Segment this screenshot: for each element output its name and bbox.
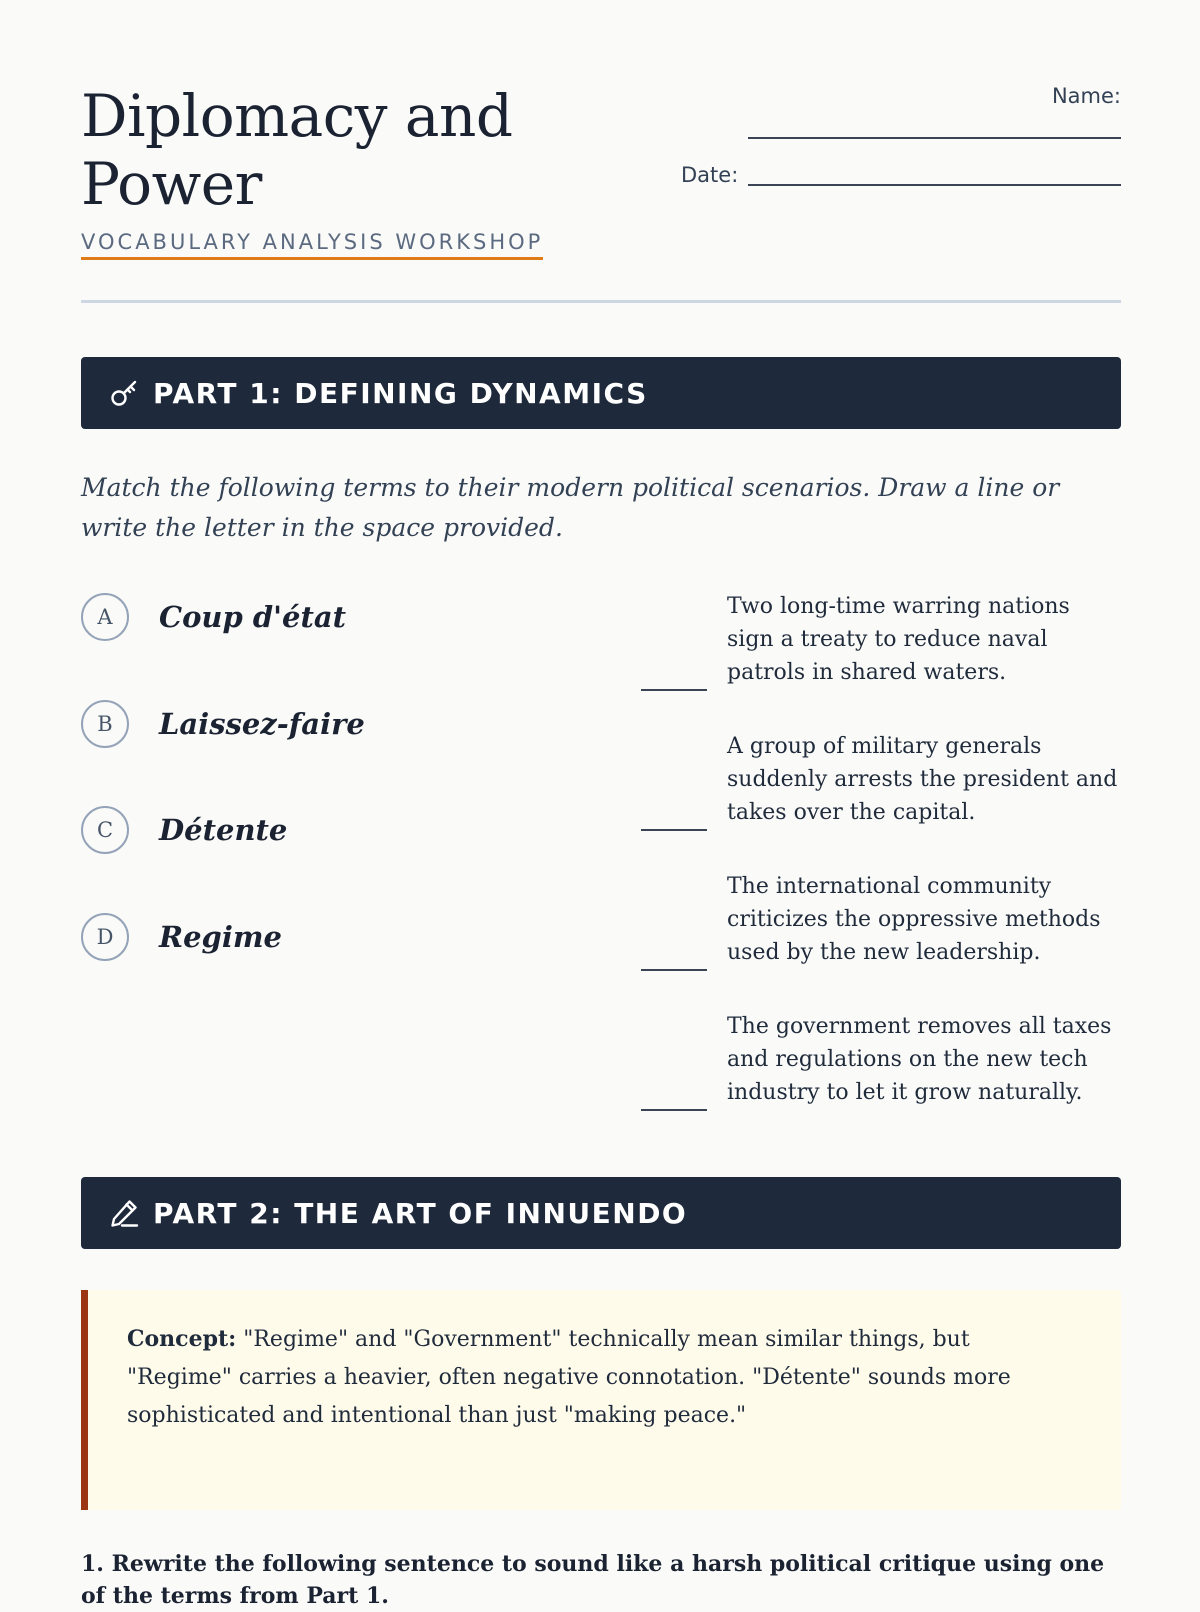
page-title: Diplomacy and Power xyxy=(81,82,513,218)
header-divider xyxy=(81,300,1121,303)
part1-header xyxy=(81,357,1121,429)
key-icon xyxy=(107,376,141,410)
name-field[interactable] xyxy=(748,137,1121,139)
worksheet-page xyxy=(81,0,1121,1609)
term-item xyxy=(81,910,282,964)
term-letter-badge: A xyxy=(81,593,129,641)
part2-header xyxy=(81,1177,1121,1249)
scenario-text: Two long-time warring nations sign a treaty to reduce naval patrols in shared waters. xyxy=(727,594,1070,685)
scenario-text: The international community criticizes the oppressive methods used by the new leadership. xyxy=(727,874,1101,965)
part1-instructions: Match the following terms to their modern political scenarios. Draw a line or write the letter in the space provided. xyxy=(81,473,1060,542)
concept-label: Concept: xyxy=(127,1326,237,1352)
term-letter-badge: D xyxy=(81,913,129,961)
date-label: Date: xyxy=(681,163,739,187)
answer-blank[interactable] xyxy=(641,689,707,691)
answer-blank[interactable] xyxy=(641,1109,707,1111)
term-word: Détente xyxy=(159,813,288,847)
term-word: Regime xyxy=(159,920,282,954)
term-item xyxy=(81,590,346,644)
name-label: Name: xyxy=(1051,84,1121,108)
term-word: Laissez-faire xyxy=(159,707,365,741)
part1-title: PART 1: DEFINING DYNAMICS xyxy=(153,376,648,410)
term-word: Coup d'état xyxy=(159,600,347,634)
concept-callout xyxy=(81,1290,1121,1510)
term-item xyxy=(81,697,365,751)
answer-blank[interactable] xyxy=(641,969,707,971)
answer-blank[interactable] xyxy=(641,829,707,831)
scenario-text: The government removes all taxes and regulations on the new tech industry to let it grow naturally. xyxy=(727,1014,1112,1105)
part2-title: PART 2: THE ART OF INNUENDO xyxy=(153,1196,688,1230)
question-1: 1. Rewrite the following sentence to sound like a harsh political critique using one of the terms from Part 1. xyxy=(81,1551,1105,1609)
concept-text: "Regime" and "Government" technically mean similar things, but "Regime" carries a heavier, often negative connotation. "Détente" sounds more sophisticated and intentional than just "making peace." xyxy=(127,1327,1011,1428)
date-field[interactable] xyxy=(748,184,1121,186)
pen-icon xyxy=(107,1196,141,1230)
term-letter-badge: C xyxy=(81,806,129,854)
scenario-text: A group of military generals suddenly arrests the president and takes over the capital. xyxy=(727,734,1118,825)
term-item xyxy=(81,803,287,857)
term-letter-badge: B xyxy=(81,700,129,748)
page-subtitle: VOCABULARY ANALYSIS WORKSHOP xyxy=(81,230,543,260)
